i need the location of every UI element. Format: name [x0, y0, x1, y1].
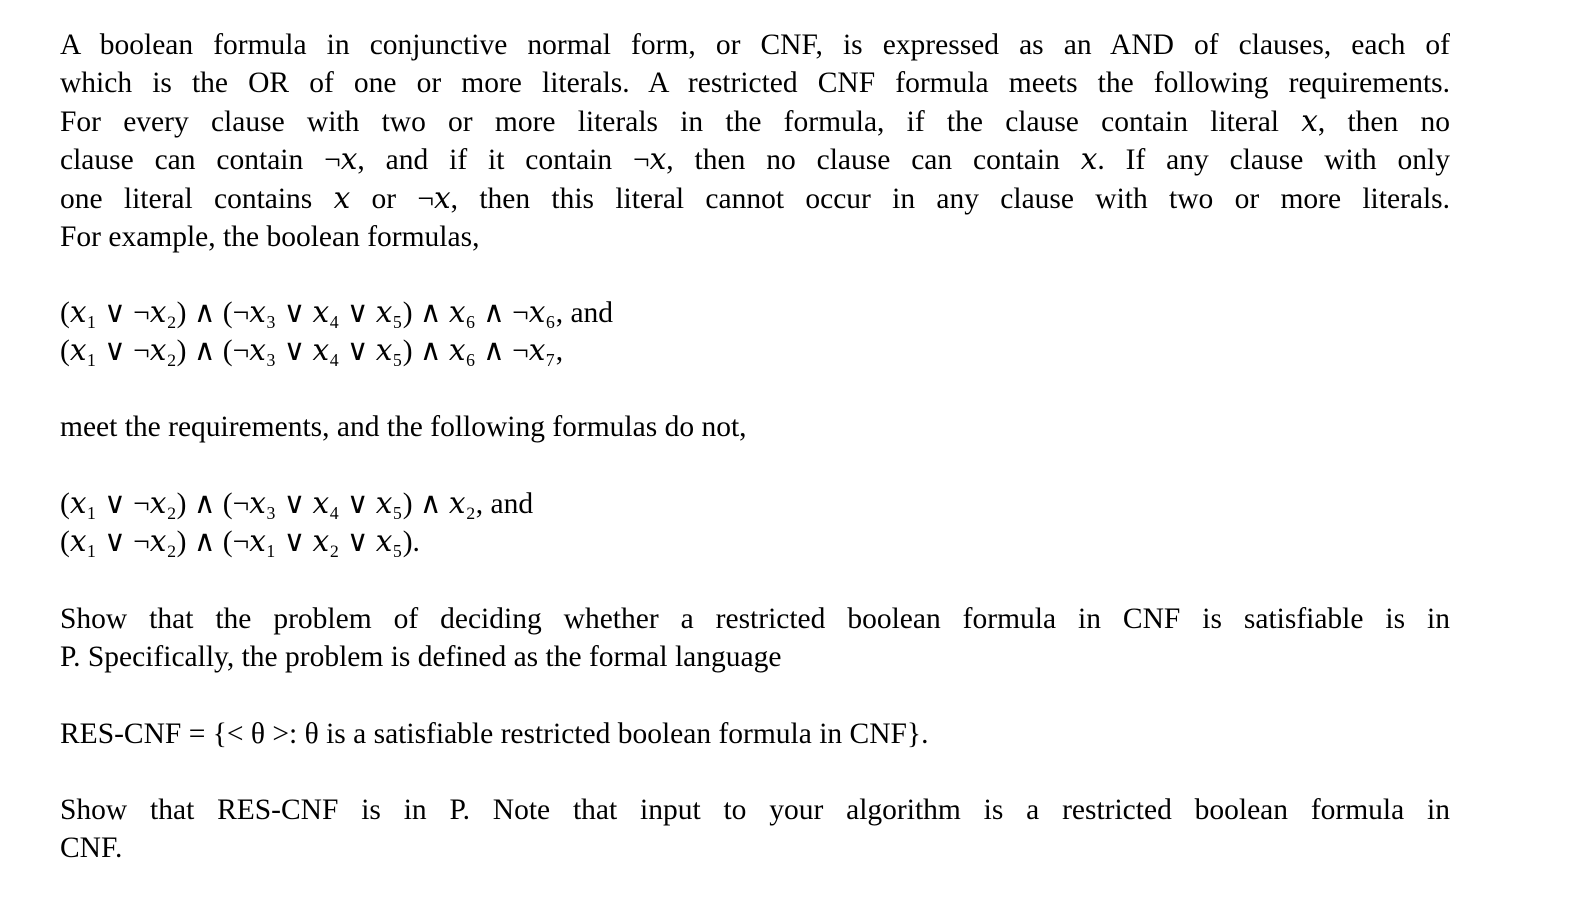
intro-line: A boolean formula in conjunctive normal form, or CNF, is expressed as an AND of clauses, each of — [60, 29, 1450, 61]
valid-example-2: (𝑥₁ ∨ ¬𝑥₂) ∧ (¬𝑥₃ ∨ 𝑥₄ ∨ 𝑥₅) ∧ 𝑥₆ ∧ ¬𝑥₇, — [60, 335, 564, 367]
definition-line: RES-CNF = {< θ >: θ is a satisfiable restricted boolean formula in CNF}. — [60, 718, 929, 750]
intro-line: For example, the boolean formulas, — [60, 220, 480, 253]
closing-line: CNF. — [60, 832, 123, 865]
intro-line: clause can contain ¬𝑥, and if it contain ¬𝑥, then no clause can contain 𝑥. If any clause with only — [60, 144, 1450, 177]
intro-line: which is the OR of one or more literals. A restricted CNF formula meets the following requirements. — [60, 67, 1450, 100]
intro-line: one literal contains 𝑥 or ¬𝑥, then this literal cannot occur in any clause with two or more literals. — [60, 182, 1450, 215]
middle-paragraph — [60, 408, 1450, 446]
task-paragraph — [60, 600, 1450, 677]
intro-line: For every clause with two or more literals in the formula, if the clause contain literal 𝑥, then no — [60, 105, 1450, 138]
closing-paragraph — [60, 791, 1450, 868]
language-definition — [60, 715, 1450, 753]
task-line: P. Specifically, the problem is defined as the formal language — [60, 641, 782, 674]
intro-paragraph — [60, 26, 1450, 256]
invalid-example-1: (𝑥₁ ∨ ¬𝑥₂) ∧ (¬𝑥₃ ∨ 𝑥₄ ∨ 𝑥₅) ∧ 𝑥₂, and — [60, 488, 534, 520]
invalid-example-2: (𝑥₁ ∨ ¬𝑥₂) ∧ (¬𝑥₁ ∨ 𝑥₂ ∨ 𝑥₅). — [60, 526, 420, 558]
valid-example-1: (𝑥₁ ∨ ¬𝑥₂) ∧ (¬𝑥₃ ∨ 𝑥₄ ∨ 𝑥₅) ∧ 𝑥₆ ∧ ¬𝑥₆, and — [60, 297, 614, 329]
task-line: Show that the problem of deciding whether a restricted boolean formula in CNF is satisfiable is in — [60, 603, 1450, 635]
middle-line: meet the requirements, and the following formulas do not, — [60, 411, 747, 443]
closing-line: Show that RES-CNF is in P. Note that input to your algorithm is a restricted boolean formula in — [60, 794, 1450, 826]
